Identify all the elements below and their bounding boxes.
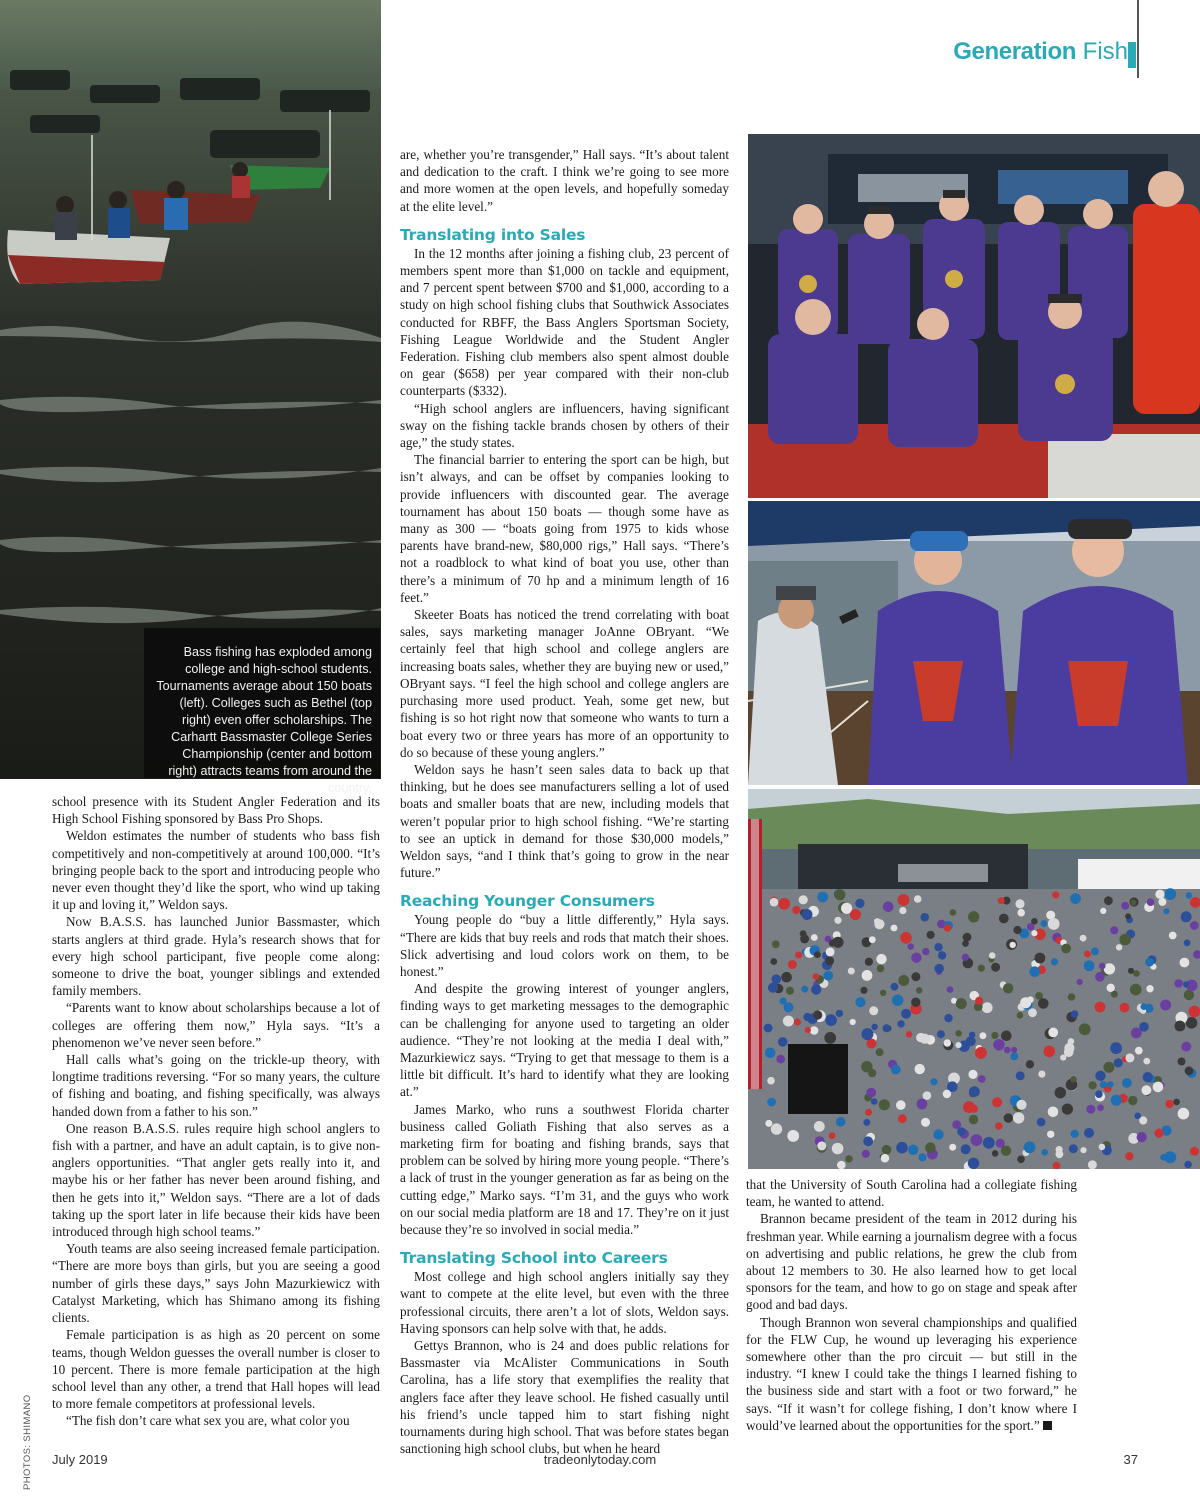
paragraph: In the 12 months after joining a fishing club, 23 percent of members spent more than $1,000 on tackle and equipment, and 7 percent spent between $700 and $1,000, according to a study on high school fishing clubs that Southwick Associates conducted for RBFF, the Bass Anglers Sportsman Society, Fishing League Worldwide and the Student Angler Federation. Fishing club members also spent almost double on gear ($658) per year compared with their non-club counterparts ($332). (400, 245, 729, 399)
paragraph: Now B.A.S.S. has launched Junior Bassmaster, which starts anglers at third grade. Hyla’s research shows that for every high school participant, five people come along: someone to drive the boat, younger siblings and extended family members. (52, 914, 380, 999)
header-rule (1137, 0, 1139, 78)
column-1 (52, 793, 380, 1430)
paragraph: Skeeter Boats has noticed the trend correlating with boat sales, says marketing manager JoAnne OBryant. “We certainly feel that high school and college anglers are increasing boats sales, whether they are buying new or used,” OBryant says. “I feel the high school and college anglers are purchasing more used product. Yeah, some get new, but fishing is so hot right now that someone who wants to turn a boat every two or three years has more of an opportunity to do so because of these young anglers.” (400, 607, 729, 760)
footer-page-number: 37 (1123, 1452, 1138, 1467)
paragraph: Gettys Brannon, who is 24 and does public relations for Bassmaster via McAlister Communications in South Carolina, has a life story that exemplifies the reality that anglers face after they leave school. He fished casually until his friend’s uncle tapped him to start fishing night tournaments during high school. That was before states began sanctioning high school clubs, but when he heard (400, 1338, 729, 1457)
column-2 (400, 146, 729, 1457)
photo-caption: Bass fishing has exploded among college and high-school students. Tournaments average about 150 boats (left). Colleges such as Bethel (top right) even offer scholarships. The Carhartt Bassmaster College Series Championship (center and bottom right) attracts teams from around the country. (144, 628, 380, 778)
paragraph: “High school anglers are influencers, having significant sway on the fishing tackle brands chosen by others of their age,” the study states. (400, 400, 729, 451)
paragraph: One reason B.A.S.S. rules require high school anglers to fish with a partner, and have an adult captain, is to give non-anglers opportunities. “That angler gets really into it, and maybe his or her father has never been around fishing, and then he gets into it,” Weldon says. “There are a lot of dads taking up the sport later in life because their kids have been introduced through high school teams.” (52, 1120, 380, 1240)
subhead-younger-consumers: Reaching Younger Consumers (400, 892, 655, 911)
photo-interview-stage (748, 501, 1200, 785)
subhead-sales: Translating into Sales (400, 225, 586, 244)
paragraph: Brannon became president of the team in 2012 during his freshman year. While earning a journalism degree with a focus on advertising and public relations, he grew the club from about 12 members to 30. He also learned how to get local sponsors for the team, and how to go on stage and speak after good and bad days. (746, 1211, 1077, 1313)
photo-crowd (748, 789, 1200, 1169)
paragraph: Hall calls what’s going on the trickle-up theory, with longtime traditions reversing. “For so many years, the culture of fishing and boating, and fishing specifically, was always handed down from a father to his son.” (52, 1052, 380, 1119)
paragraph: The financial barrier to entering the sport can be high, but isn’t always, and can be offset by companies looking to provide influencers with discounted gear. The average tournament has about 150 boats — though some have as many as 300 — “boats going from 1975 to kids whose parents have brand-new, $80,000 rigs,” Hall says. “There’s not a roadblock to what kind of boat you use, other than there’s a minimum of 70 hp and a minimum length of 16 feet.” (400, 452, 729, 605)
subhead-careers: Translating School into Careers (400, 1249, 668, 1268)
paragraph-text: Though Brannon won several championships and qualified for the FLW Cup, he wound up leveraging his experience somewhere other than the pro circuit — but still in the industry. “I knew I could take the things I learned fishing to the business side and start with a foot or two forward,” he says. “If it wasn’t for college fishing, I don’t know where I would’ve learned about the opportunities for the sport.” (746, 1314, 1077, 1433)
paragraph: “Parents want to know about scholarships because a lot of colleges are offering them now,” Hyla says. “It’s a phenomenon we’ve never seen before.” (52, 1000, 380, 1050)
paragraph: Youth teams are also seeing increased female participation. “There are more boys than girls, but you are seeing a good number of girls these days,” says John Mazurkiewicz with Catalyst Marketing, which has Shimano among its fishing clients. (52, 1241, 380, 1326)
footer-date: July 2019 (52, 1452, 108, 1467)
paragraph: Female participation is as high as 20 percent on some teams, though Weldon guesses the overall number is closer to 10 percent. There is more female participation at the high school level than any other, a trend that Hall hopes will lead to more female competitors at professional levels. (52, 1327, 380, 1412)
section-title-bold: Generation (953, 38, 1076, 65)
section-header (953, 38, 1128, 66)
paragraph: And despite the growing interest of younger anglers, finding ways to get marketing messages to the demographic can be challenging for anyone used to targeting an older audience. “They’re not looking at the media I deal with,” Mazurkiewicz says. “Trying to get that message to them is a little bit difficult. It’s hard to identify what they are looking at.” (400, 981, 729, 1100)
paragraph: Weldon estimates the number of students who bass fish competitively and non-competitively at around 100,000. “It’s bringing people back to the sport and introducing people who never even thought they’d like the sport, who wind up taking it up and loving it,” Weldon says. (52, 828, 380, 913)
paragraph: Most college and high school anglers initially say they want to compete at the elite level, but even with the three professional circuits, there aren’t a lot of slots, Weldon says. Having sponsors can help solve with that, he adds. (400, 1269, 729, 1336)
photo-credit-text: PHOTOS: SHIMANO (22, 1394, 33, 1490)
paragraph: are, whether you’re transgender,” Hall says. “It’s about talent and dedication to the craft. I think we’re going to see more and more women at the open levels, and hopefully someday at the elite level.” (400, 147, 729, 214)
paragraph: school presence with its Student Angler Federation and its High School Fishing sponsored by Bass Pro Shops. (52, 794, 380, 827)
paragraph: Young people do “buy a little differently,” Hyla says. “There are kids that buy reels and rods that match their shoes. Slick advertising and loud colors work on them, to be honest.” (400, 912, 729, 979)
photo-bethel-team (748, 134, 1200, 498)
column-3 (746, 1176, 1077, 1434)
paragraph: that the University of South Carolina had a collegiate fishing team, he wanted to attend. (746, 1177, 1077, 1210)
paragraph (746, 1314, 1077, 1434)
section-title-light: Fish (1082, 38, 1128, 65)
header-accent-bar (1128, 42, 1136, 68)
paragraph: “The fish don’t care what sex you are, what color you (66, 1413, 350, 1429)
end-of-story-mark (1043, 1421, 1052, 1430)
footer-site: tradeonlytoday.com (543, 1452, 657, 1467)
photo-credit (22, 1350, 38, 1490)
paragraph: James Marko, who runs a southwest Florida charter business called Goliath Fishing that also serves as a marketing firm for boating and fishing brands, says that problem can be solved by hiring more young people. “There’s a lack of trust in the younger generation as far as being on the cutting edge,” Marko says. “I’m 31, and the guys who work on our social media platform are 18 and 17. They’re on it just because they’re so involved in social media.” (400, 1101, 729, 1237)
paragraph: Weldon says he hasn’t seen sales data to back up that thinking, but he does see manufacturers selling a lot of used boats and smaller boats that are new, including models that weren’t popular prior to high school fishing. “We’re starting to see an uptick in demand for those $30,000 models,” Weldon says, “and I think that’s going to grow in the near future.” (400, 761, 729, 881)
